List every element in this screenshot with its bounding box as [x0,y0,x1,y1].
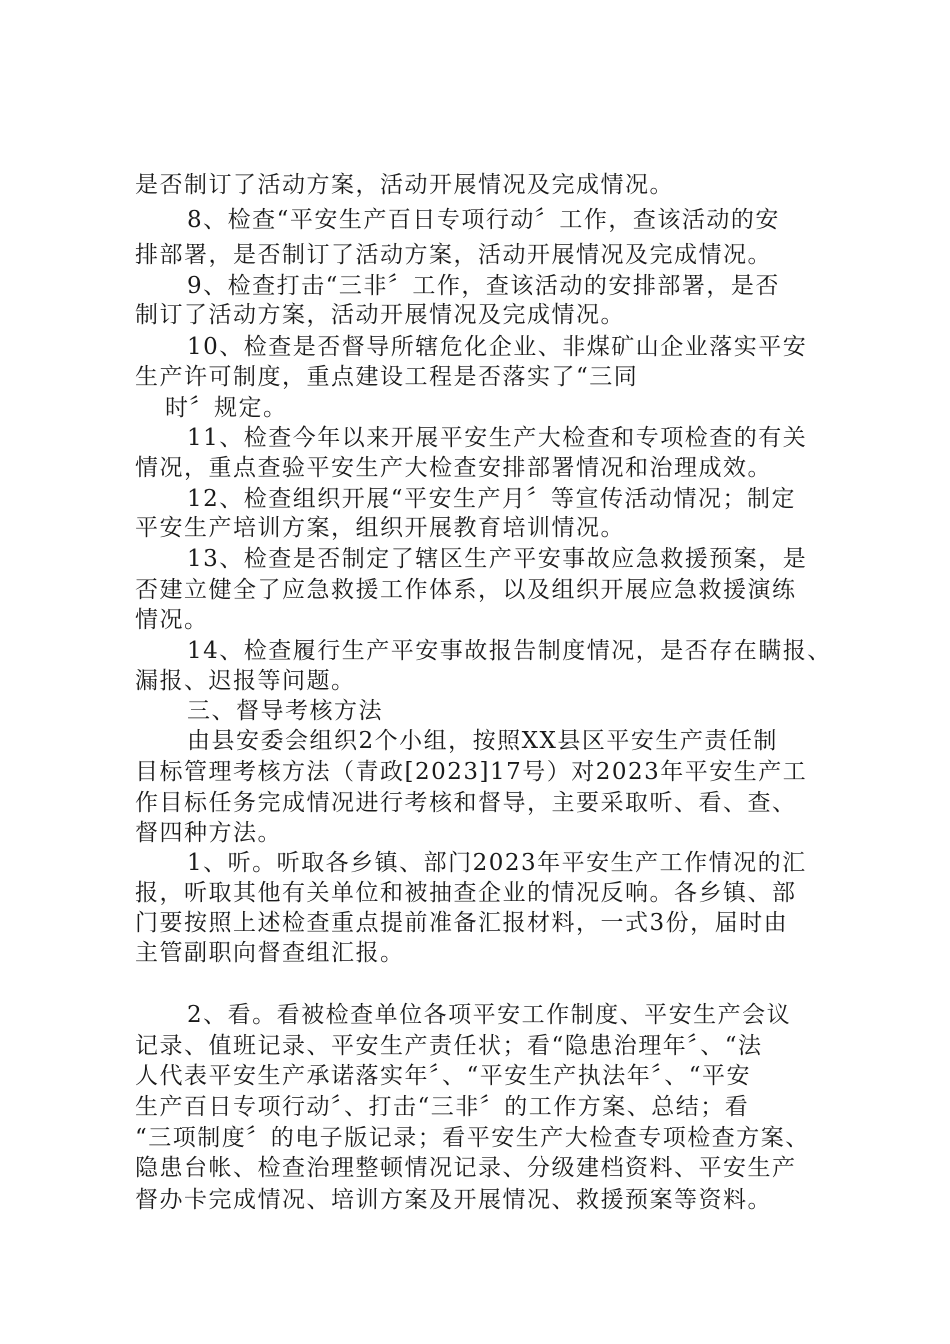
text-line: 是否制订了活动方案，活动开展情况及完成情况。 [135,172,674,198]
text-line: 目标管理考核方法（青政[2023]17号）对2023年平安生产工 [135,759,808,785]
text-line: 漏报、迟报等问题。 [135,668,356,694]
text-line: 制订了活动方案，活动开展情况及完成情况。 [135,302,625,328]
text-line: 作目标任务完成情况进行考核和督导，主要采取听、看、查、 [135,790,797,816]
text-line: 人代表平安生产承诺落实年〞、“平安生产执法年〞、“平安 [135,1063,752,1089]
text-line: 时〞规定。 [165,395,288,421]
text-line: 12、检查组织开展“平安生产月〞等宣传活动情况；制定 [187,486,797,512]
text-line: 门要按照上述检查重点提前准备汇报材料，一式3份，届时由 [135,910,789,936]
text-line: 2、看。看被检查单位各项平安工作制度、平安生产会议 [187,1002,792,1028]
text-line: 1、听。听取各乡镇、部门2023年平安生产工作情况的汇 [187,850,807,876]
text-line: 记录、值班记录、平安生产责任状；看“隐患治理年〞、“法 [135,1033,763,1059]
text-line: 隐患台帐、检查治理整顿情况记录、分级建档资料、平安生产 [135,1155,797,1181]
text-line: 否建立健全了应急救援工作体系，以及组织开展应急救援演练 [135,577,797,603]
text-line: 排部署，是否制订了活动方案，活动开展情况及完成情况。 [135,242,772,268]
text-line: 平安生产培训方案，组织开展教育培训情况。 [135,515,625,541]
text-line: 主管副职向督查组汇报。 [135,940,405,966]
text-line: 9、检查打击“三非〞工作，查该活动的安排部署，是否 [187,273,780,299]
text-line: 生产许可制度，重点建设工程是否落实了“三同 [135,364,639,390]
text-line: 督四种方法。 [135,820,282,846]
text-line: 报，听取其他有关单位和被抽查企业的情况反响。各乡镇、部 [135,880,797,906]
text-line: 情况。 [135,607,209,633]
text-line: “三项制度〞的电子版记录；看平安生产大检查专项检查方案、 [135,1125,810,1151]
text-line: 8、检查“平安生产百日专项行动〞工作，查该活动的安 [187,207,780,233]
text-line: 督办卡完成情况、培训方案及开展情况、救援预案等资料。 [135,1187,772,1213]
text-line: 14、检查履行生产平安事故报告制度情况，是否存在瞒报、 [187,638,832,664]
text-line: 11、检查今年以来开展平安生产大检查和专项检查的有关 [187,425,808,451]
text-line: 13、检查是否制定了辖区生产平安事故应急救援预案，是 [187,546,808,572]
text-line: 由县安委会组织2个小组，按照XX县区平安生产责任制 [187,728,778,754]
text-line: 10、检查是否督导所辖危化企业、非煤矿山企业落实平安 [187,334,808,360]
section-heading: 三、督导考核方法 [187,698,383,724]
text-line: 情况，重点查验平安生产大检查安排部署情况和治理成效。 [135,455,772,481]
text-line: 生产百日专项行动〞、打击“三非〞的工作方案、总结；看 [135,1094,750,1120]
